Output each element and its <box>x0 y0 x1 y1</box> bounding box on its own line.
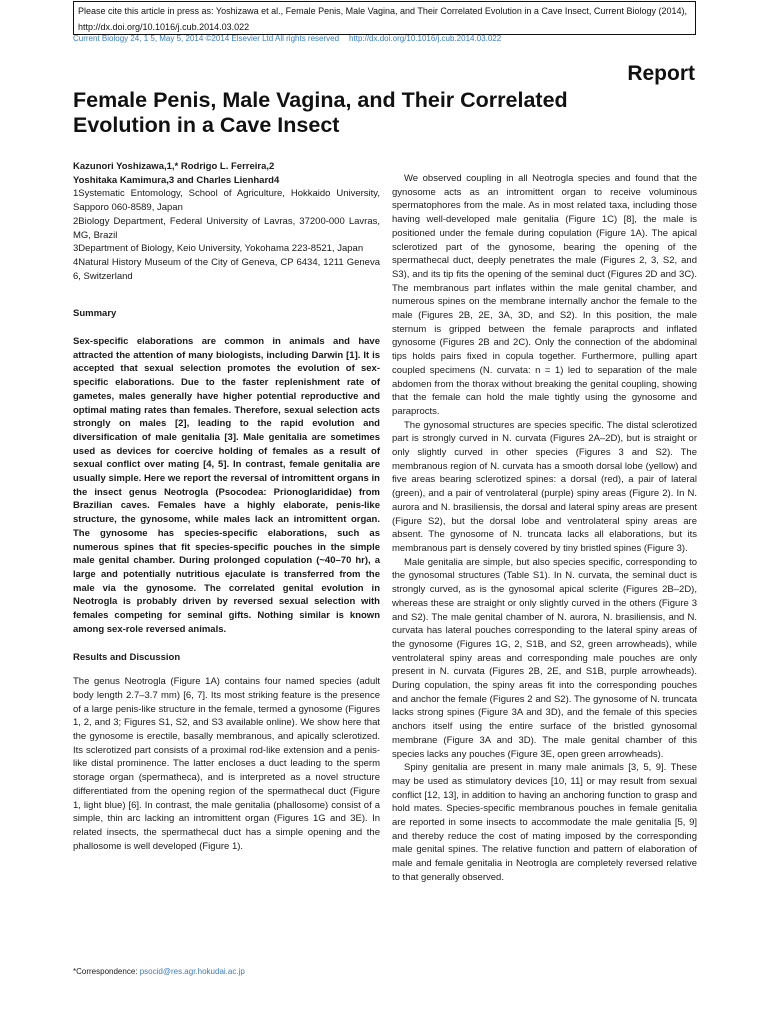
affiliation-item: 4Natural History Museum of the City of Geneva, CP 6434, 1211 Geneva 6, Switzerland <box>73 256 380 282</box>
journal-info-line <box>73 34 501 43</box>
body-paragraph: Spiny genitalia are present in many male animals [3, 5, 9]. These may be used as stimulatory devices [10, 11] or may result from sexual conflict [12, 13], in addition to having an anchoring function to grasp and hold mates. Species-specific membranous pouches in female genitalia are reported in some insects to accommodate the male genitalia [5, 9] and thereby reduce the cost of mating imposed by the corresponding male genital spines. The relative function and pattern of elaboration of male and female genitalia in Neotrogla are completely reversed relative to that generally observed. <box>392 762 697 883</box>
body-paragraph: Male genitalia are simple, but also species specific, corresponding to the gynosomal structures (Table S1). In N. curvata, the seminal duct is strongly curved, as is the gynosomal apical sclerite (Figures 2B–2D), whereas these are straight or only slightly curved in the others (Figure 3 and S2). The male genital chamber of N. aurora, N. brasiliensis, and N. curvata has lateral pouches corresponding to the lateral spiny areas of the gynosome (Figures 1G, 2, S1B, and S2, green arrowheads), while ventrolateral spiny areas and corresponding male pouches are only present in N. curvata (Figures 2B, 2E, and S1B, purple arrowheads). During copulation, the spiny areas fit into the corresponding pouches and anchor the female (Figures 2 and S2). The gynosome of N. truncata lacks strong spines (Figure 3A and 3D), and the female of this species anchors itself using the entire surface of the bristled gynosomal membrane (Figure 3A and 3D). The male genital chamber of this species lacks any pouches (Figure 3E, open green arrowheads). <box>392 556 697 760</box>
body-paragraph: We observed coupling in all Neotrogla species and found that the gynosome acts as an intromittent organ to receive voluminous spermatophores from the male. As in most related taxa, including those having well-developed male genitalia (Figure 1C) [8], the male is positioned under the female during copulation (Figure 1A). The apical sclerotized part of the gynosome, bearing the opening of the spermathecal duct, deeply penetrates the male (Figures 2, 3, S2, and S3), and its tip fits the opening of the seminal duct (Figures 2D and 3C). The membranous part inflates within the male genital chamber, and numerous spines on the membrane internally anchor the female to the male (Figures 2B, 2E, 3A, 3D, and S2). In this position, the male sternum is gripped between the female paraprocts and inflated gynosome (Figures 2B and 2C). Only the connection of the abdominal tips holds pairs fixed in copula together. Furthermore, pulling apart coupled specimens (N. curvata: n = 1) led to separation of the male abdomen from the thorax without breaking the genital coupling, showing that the female can hold the male tightly using the gynosome and paraprocts. <box>392 173 697 417</box>
results-heading: Results and Discussion <box>73 651 181 663</box>
summary-heading: Summary <box>73 308 117 320</box>
section-label: Report <box>627 62 695 85</box>
correspondence-email-link[interactable]: psocid@res.agr.hokudai.ac.jp <box>139 967 245 976</box>
summary-text: Sex-specific elaborations are common in animals and have attracted the attention of many biologists, including Darwin [1]. It is accepted that sexual selection promotes the evolution of sex-specific elaborations. Due to the faster replenishment rate of gametes, males generally have higher potential reproductive and optimal mating rates than females. Therefore, sexual selection acts strongly on males [2], leading to the rapid evolution and diversification of male genitalia [3]. Male genitalia are sometimes used as devices for coercive holding of females as a result of sexual conflict over mating [4, 5]. In contrast, female genitalia are usually simple. Here we report the reversal of intromittent organs in the insect genus Neotrogla (Psocodea: Prionoglarididae) from Brazilian caves. Females have a highly elaborate, penis-like structure, the gynosome, while males lack an intromittent organ. The gynosome has species-specific elaborations, such as numerous spines that fit species-specific pouches in the simple male genital chamber. During prolonged copulation (~40–70 hr), a large and potentially nutritious ejaculate is transferred from the male via the gynosome. The correlated genital evolution in Neotrogla is probably driven by reversed sexual selection with females competing for seminal gifts. Nothing similar is known among sex-role reversed animals. <box>73 336 380 635</box>
journal-info: Current Biology 24, 1 5, May 5, 2014 ©2014 Elsevier Ltd All rights reserved <box>73 34 340 43</box>
left-column <box>73 160 380 853</box>
affiliation-item: 1Systematic Entomology, School of Agriculture, Hokkaido University, Sapporo 060-8589, Japan <box>73 188 380 214</box>
journal-doi-link[interactable]: http://dx.doi.org/10.1016/j.cub.2014.03.022 <box>349 34 502 43</box>
article-title: Female Penis, Male Vagina, and Their Correlated Evolution in a Cave Insect <box>73 88 568 137</box>
affiliations <box>73 187 380 283</box>
right-column <box>392 172 697 885</box>
correspondence-footnote <box>73 967 245 976</box>
footnote-label: *Correspondence: <box>73 967 138 976</box>
results-paragraph: The genus Neotrogla (Figure 1A) contains four named species (adult body length 2.7–3.7 mm) [6, 7]. Its most striking feature is the presence of a large penis-like structure in the female, termed a gynosome (Figures 1, 2, and 3; Figures S1, S2, and S3 available online). We show here that the gynosome is erectile, basally membranous, and apically sclerotized. Its sclerotized part consists of a proximal rod-like extension and a penis-like distal prominence. The latter encloses a duct leading to the sperm storage organ (spermatheca), and is interpreted as a novel structure differentiated from the opening region of the spermathecal duct (Figure 1, light blue) [6]. In contrast, the male genitalia (phallosome) consist of a simple, thin arc lacking an intromittent organ (Figures 1G and 3E). In related insects, the spermathecal duct has a simple opening and the phallosome is well developed (Figure 1). <box>73 676 380 852</box>
affiliation-item: 3Department of Biology, Keio University, Yokohama 223-8521, Japan <box>73 243 364 255</box>
authors-line: Yoshitaka Kamimura,3 and Charles Lienhard4 <box>73 174 280 186</box>
authors-line: Kazunori Yoshizawa,1,* Rodrigo L. Ferreira,2 <box>73 161 275 172</box>
citation-box: Please cite this article in press as: Yoshizawa et al., Female Penis, Male Vagina, and Their Correlated Evolution in a Cave Insect, Current Biology (2014), http://dx.doi.org/10.1016/j.cub.2014.03.022 <box>73 1 696 35</box>
body-paragraph: The gynosomal structures are species specific. The distal sclerotized part is strongly curved in N. curvata (Figures 2A–2D), but is straight or only slightly curved in other species (Figures 3 and S2). The membranous region of N. curvata has a smooth dorsal lobe (yellow) and five areas bearing sclerotized spines: a dorsal (red), a pair of lateral (green), and a pair of ventrolateral (purple) spiny areas (Figure 2). In N. aurora and N. brasiliensis, the dorsal and lateral spiny areas are present (Figure S2), but the dorsal lobe and ventrolateral spiny areas are absent. The gynosome of N. truncata lacks all elaborations, but its membranous part is densely covered by tiny bristled spines (Figure 3). <box>392 419 697 554</box>
author-list <box>73 160 380 187</box>
affiliation-item: 2Biology Department, Federal University of Lavras, 37200-000 Lavras, MG, Brazil <box>73 215 380 241</box>
